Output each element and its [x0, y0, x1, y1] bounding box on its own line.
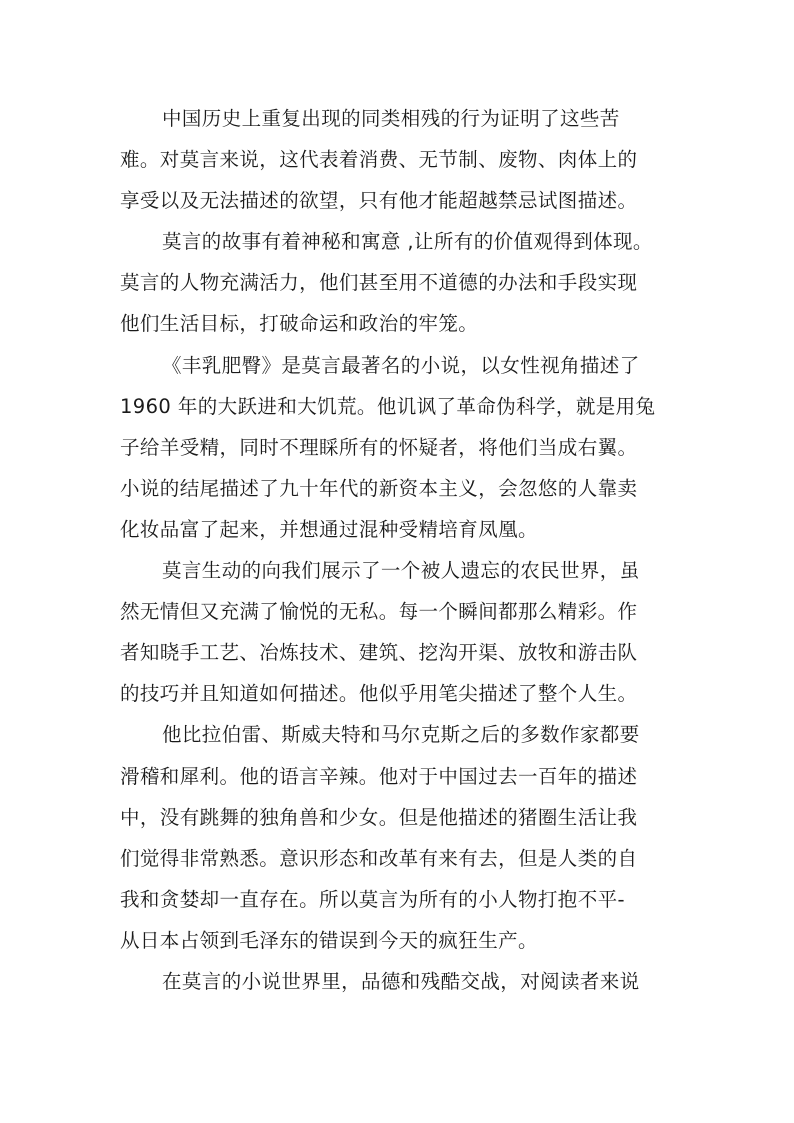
- paragraph-1-line-2: 难。对莫言来说，这代表着消费、无节制、废物、肉体上的: [120, 148, 638, 172]
- paragraph-4-line-3: 者知晓手工艺、冶炼技术、建筑、挖沟开渠、放牧和游击队: [120, 641, 638, 665]
- paragraph-4-line-2: 然无情但又充满了愉悦的无私。每一个瞬间都那么精彩。作: [120, 600, 638, 624]
- paragraph-1-line-3: 享受以及无法描述的欲望，只有他才能超越禁忌试图描述。: [120, 189, 638, 213]
- paragraph-5-line-1: 他比拉伯雷、斯威夫特和马尔克斯之后的多数作家都要: [162, 723, 640, 747]
- paragraph-3-line-5: 化妆品富了起来，并想通过混种受精培育凤凰。: [120, 517, 538, 541]
- paragraph-3-line-4: 小说的结尾描述了九十年代的新资本主义，会忽悠的人靠卖: [120, 476, 638, 500]
- paragraph-5-line-4: 们觉得非常熟悉。意识形态和改革有来有去，但是人类的自: [120, 846, 638, 870]
- paragraph-4-line-4: 的技巧并且知道如何描述。他似乎用笔尖描述了整个人生。: [120, 682, 638, 706]
- document-body: [120, 98, 680, 1002]
- paragraph-4-line-1: 莫言生动的向我们展示了一个被人遗忘的农民世界，虽: [162, 559, 640, 583]
- paragraph-3-line-3: 子给羊受精，同时不理睬所有的怀疑者，将他们当成右翼。: [120, 435, 638, 459]
- paragraph-3-line-2: 1960 年的大跃进和大饥荒。他讥讽了革命伪科学，就是用兔: [120, 394, 656, 418]
- paragraph-5-line-3: 中，没有跳舞的独角兽和少女。但是他描述的猪圈生活让我: [120, 805, 638, 829]
- paragraph-2-line-1: 莫言的故事有着神秘和寓意 ,让所有的价值观得到体现。: [162, 230, 653, 254]
- paragraph-1-line-1: 中国历史上重复出现的同类相残的行为证明了这些苦: [162, 107, 620, 130]
- paragraph-2-line-2: 莫言的人物充满活力，他们甚至用不道德的办法和手段实现: [120, 271, 638, 295]
- paragraph-3-line-1: 《丰乳肥臀》是莫言最著名的小说，以女性视角描述了: [162, 353, 640, 377]
- paragraph-5-line-6: 从日本占领到毛泽东的错误到今天的疯狂生产。: [120, 928, 538, 952]
- paragraph-2-line-3: 他们生活目标，打破命运和政治的牢笼。: [120, 312, 479, 336]
- paragraph-5-line-2: 滑稽和犀利。他的语言辛辣。他对于中国过去一百年的描述: [120, 764, 638, 788]
- paragraph-5-line-5: 我和贪婪却一直存在。所以莫言为所有的小人物打抱不平-: [120, 887, 625, 911]
- paragraph-6-line-1: 在莫言的小说世界里，品德和残酷交战，对阅读者来说: [162, 969, 640, 993]
